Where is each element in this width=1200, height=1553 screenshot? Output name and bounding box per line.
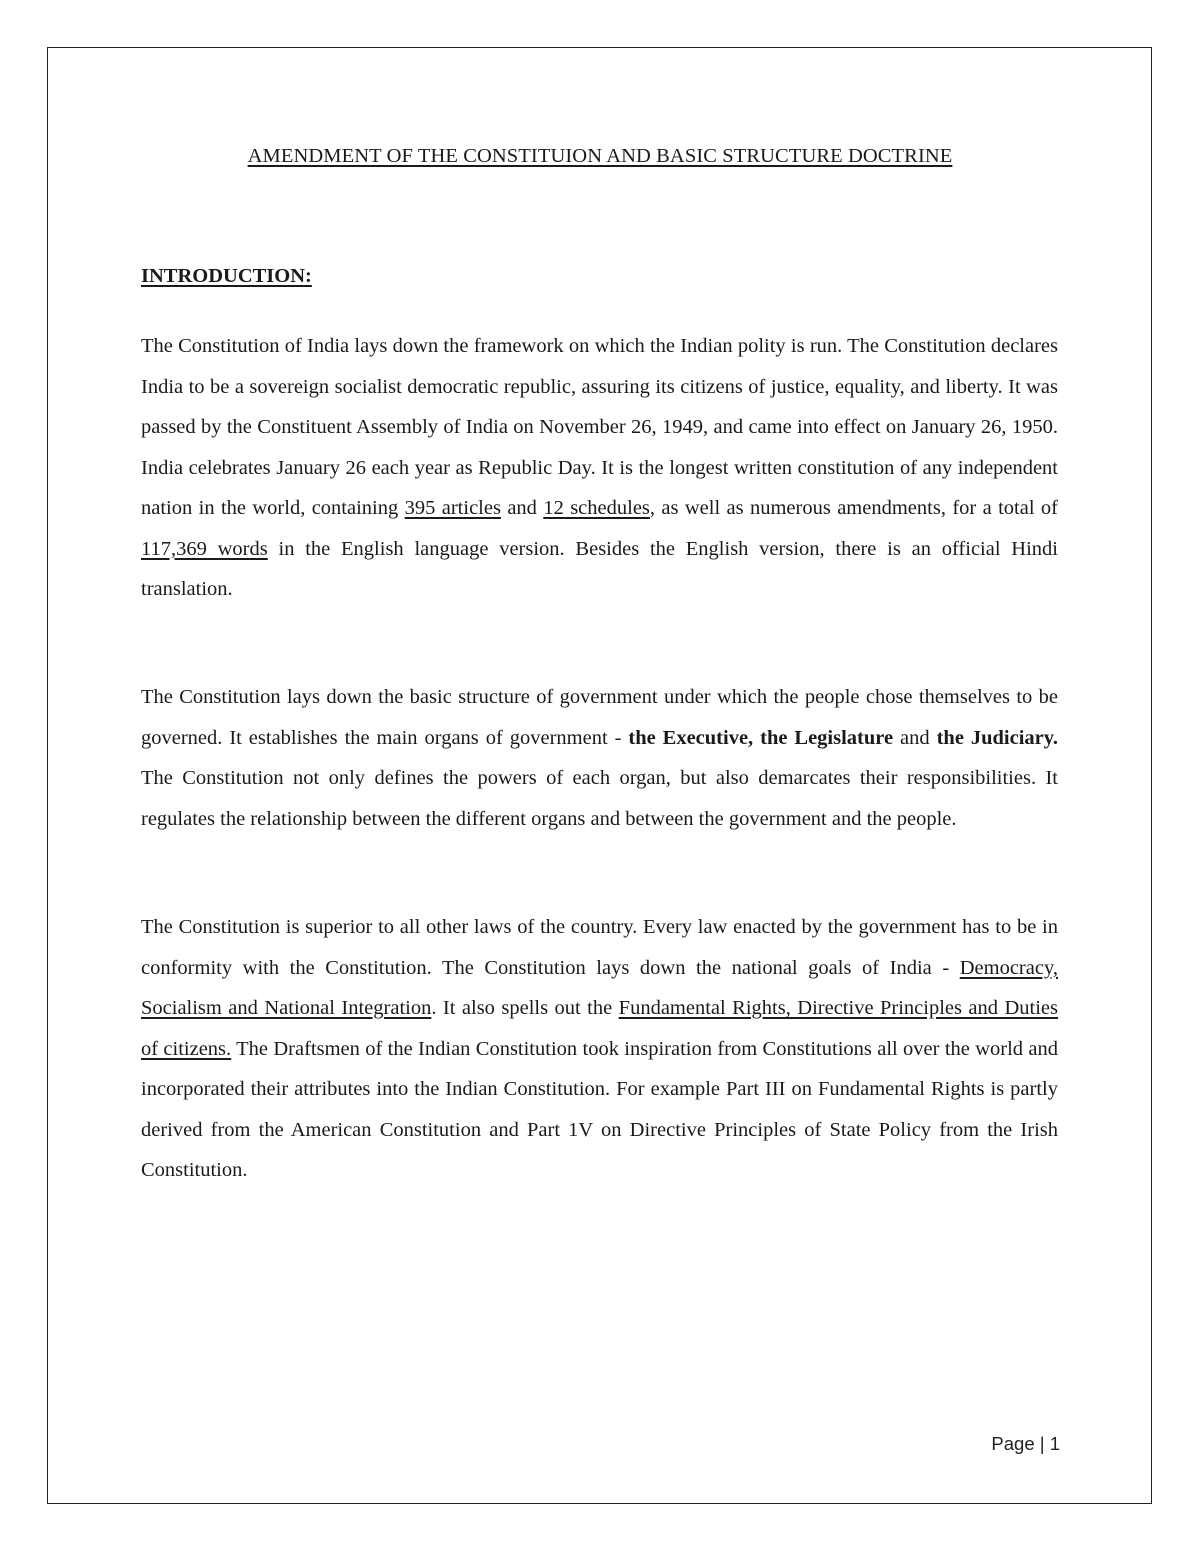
- underlined-schedules-count: 12 schedules: [543, 497, 650, 519]
- page-number-footer: Page | 1: [991, 1433, 1060, 1454]
- paragraph-introduction-3: [141, 907, 1058, 1191]
- paragraph-text: The Constitution is superior to all other laws of the country. Every law enacted by the government has to be in conformity with the Constitution. The Constitution lays down the national goals of India -: [141, 916, 1058, 979]
- paragraph-text: and: [893, 726, 937, 749]
- paragraph-introduction-1: [141, 326, 1058, 610]
- paragraph-text: in the English language version. Besides the English version, there is an official Hindi translation.: [141, 537, 1058, 600]
- paragraph-text: The Constitution not only defines the powers of each organ, but also demarcates their responsibilities. It regulates the relationship between the different organs and between the government and the people.: [141, 767, 1058, 830]
- bold-judiciary: the Judiciary.: [936, 726, 1059, 749]
- paragraph-text: The Constitution lays down the basic structure of government under which the people chose themselves to be governed. It establishes the main organs of government -: [141, 686, 1058, 749]
- underlined-national-goals: Democracy, Socialism and National Integration: [141, 956, 1058, 1019]
- paragraph-introduction-2: [141, 677, 1058, 839]
- underlined-fundamental-rights: Fundamental Rights, Directive Principles and Duties of citizens.: [141, 997, 1059, 1060]
- paragraph-text: . It also spells out the: [431, 997, 619, 1019]
- paragraph-text: , as well as numerous amendments, for a total of: [649, 497, 1058, 519]
- paragraph-text: The Draftsmen of the Indian Constitution took inspiration from Constitutions all over the world and incorporated their attributes into the Indian Constitution. For example Part III on Fundamental Rights is partly derived from the American Constitution and Part 1V on Directive Principles of State Policy from the Irish Constitution.: [141, 1037, 1058, 1181]
- section-heading-introduction: INTRODUCTION:: [141, 265, 312, 287]
- bold-executive-legislature: the Executive, the Legislature: [628, 726, 894, 749]
- paragraph-text: The Constitution of India lays down the framework on which the Indian polity is run. The Constitution declares India to be a sovereign socialist democratic republic, assuring its citizens of justice, equality, and liberty. It was passed by the Constituent Assembly of India on November 26, 1949, and came into effect on January 26, 1950. India celebrates January 26 each year as Republic Day. It is the longest written constitution of any independent nation in the world, containing: [141, 335, 1058, 519]
- document-title: AMENDMENT OF THE CONSTITUION AND BASIC STRUCTURE DOCTRINE: [247, 145, 953, 167]
- paragraph-text: and: [500, 497, 544, 519]
- underlined-articles-count: 395 articles: [404, 497, 501, 519]
- underlined-word-count: 117,369 words: [141, 537, 268, 560]
